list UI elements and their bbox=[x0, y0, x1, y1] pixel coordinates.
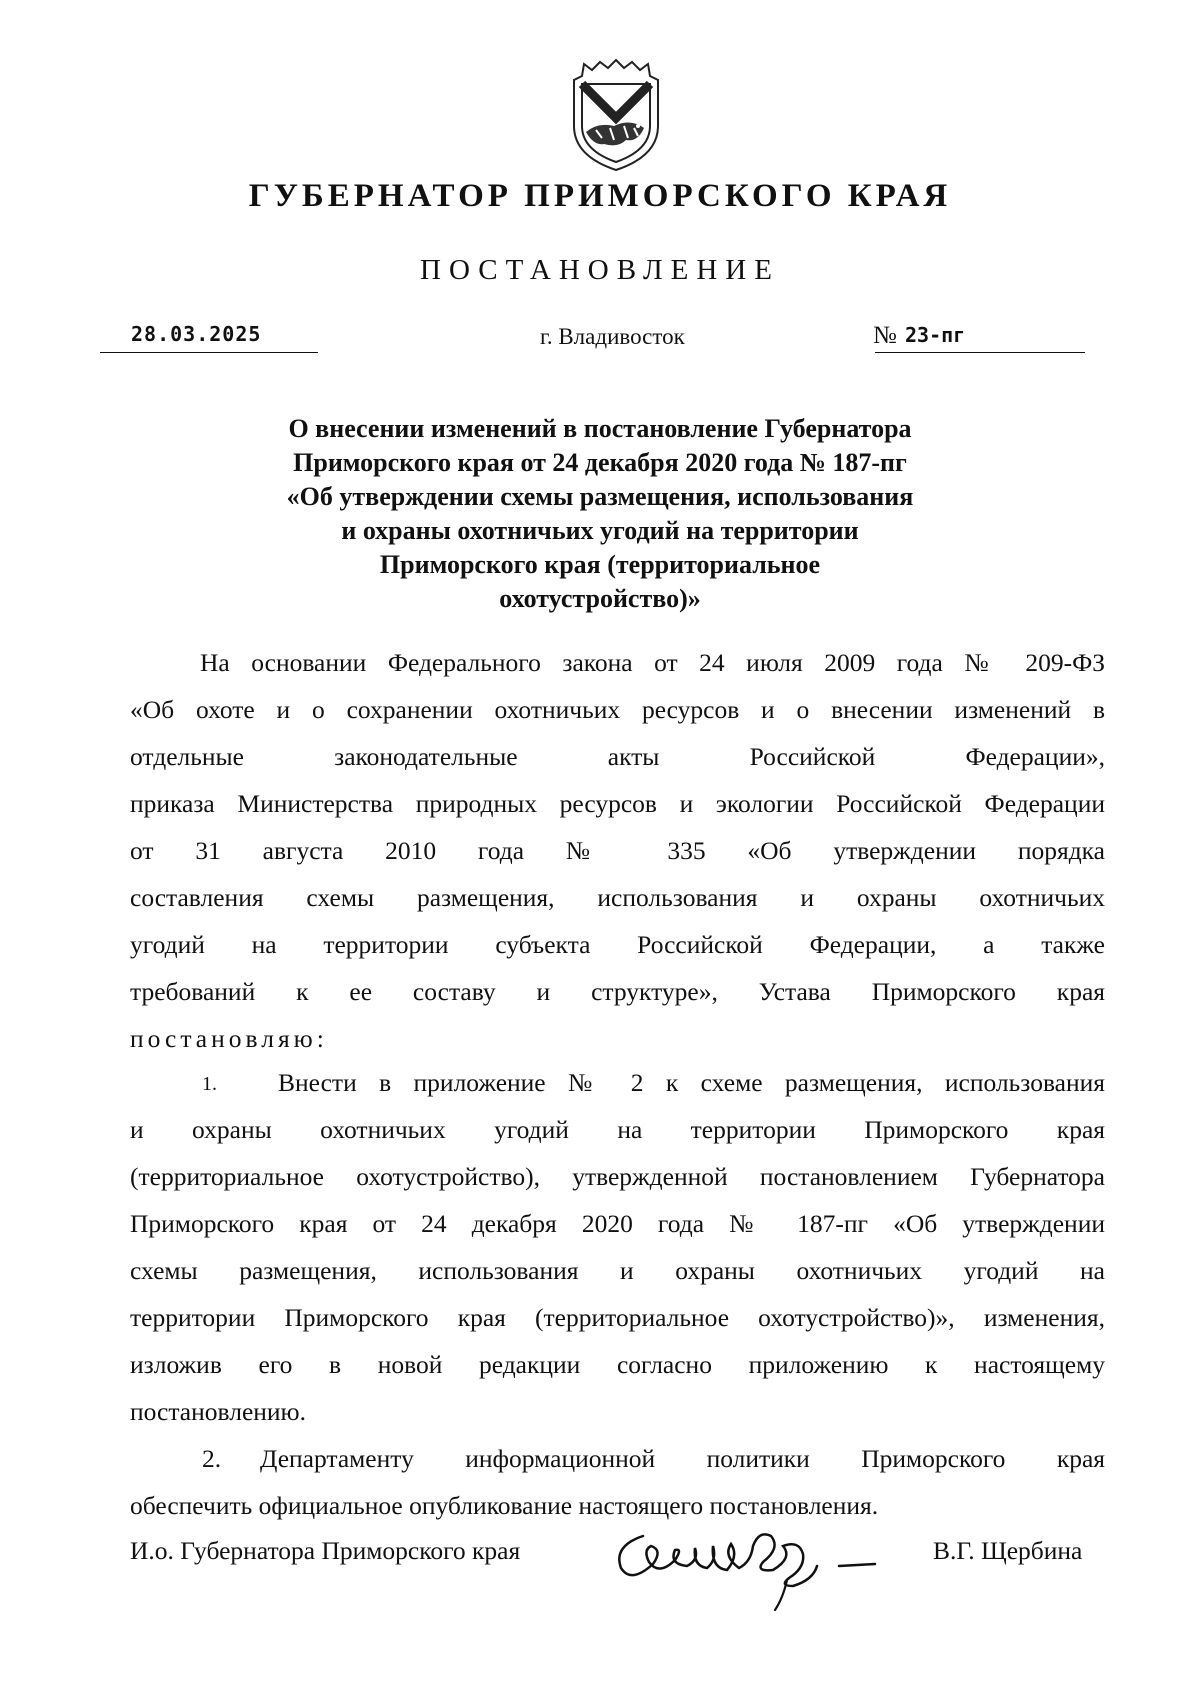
document-type: ПОСТАНОВЛЕНИЕ bbox=[420, 254, 780, 286]
preamble-line: «Об охоте и о сохранении охотничьих ресурсов и о внесении изменений в bbox=[130, 695, 1105, 724]
item-line: и охраны охотничьих угодий на территории Приморского края bbox=[130, 1115, 1105, 1144]
item-line: Внести в приложение № 2 к схеме размещения, использования bbox=[278, 1068, 1105, 1097]
date-underline bbox=[100, 352, 318, 353]
preamble-line: На основании Федерального закона от 24 июля 2009 года № 209-ФЗ bbox=[200, 648, 1105, 677]
issuing-authority: ГУБЕРНАТОР ПРИМОРСКОГО КРАЯ bbox=[248, 178, 952, 214]
number-underline bbox=[875, 352, 1085, 353]
preamble-line: от 31 августа 2010 года № 335 «Об утверждении порядка bbox=[130, 836, 1105, 865]
item-line: изложив его в новой редакции согласно приложению к настоящему bbox=[130, 1350, 1105, 1379]
title-line: «Об утверждении схемы размещения, использования bbox=[286, 482, 914, 511]
preamble-line: составления схемы размещения, использования и охраны охотничьих bbox=[130, 883, 1105, 912]
item-number: 1. bbox=[202, 1073, 217, 1095]
handwritten-signature bbox=[603, 1506, 903, 1616]
item-line: (территориальное охотустройство), утвержденной постановлением Губернатора bbox=[130, 1162, 1105, 1191]
item-line: Приморского края от 24 декабря 2020 года № 187-пг «Об утверждении bbox=[130, 1209, 1105, 1238]
number-sign: № bbox=[873, 322, 897, 349]
signatory-name: В.Г. Щербина bbox=[933, 1536, 1083, 1565]
title-line: Приморского края от 24 декабря 2020 года № 187-пг bbox=[293, 448, 907, 477]
item-line: Департаменту информационной политики Приморского края bbox=[260, 1444, 1105, 1473]
item-number: 2. bbox=[202, 1444, 222, 1473]
coat-of-arms-emblem bbox=[568, 56, 664, 174]
title-line: Приморского края (территориальное bbox=[379, 550, 821, 579]
item-line: территории Приморского края (территориальное охотустройство)», изменения, bbox=[130, 1303, 1105, 1332]
preamble-line: требований к ее составу и структуре», Устава Приморского края bbox=[130, 977, 1105, 1006]
document-date: 28.03.2025 bbox=[131, 322, 262, 346]
preamble-line: приказа Министерства природных ресурсов и экологии Российской Федерации bbox=[130, 789, 1105, 818]
document-city: г. Владивосток bbox=[540, 324, 685, 349]
document-title bbox=[200, 412, 1000, 616]
item-line: постановлению. bbox=[130, 1397, 306, 1426]
document-number: 23-пг bbox=[905, 323, 966, 347]
item-line: схемы размещения, использования и охраны охотничьих угодий на bbox=[130, 1256, 1105, 1285]
decree-word: постановляю: bbox=[130, 1024, 328, 1053]
title-line: охотустройство)» bbox=[499, 584, 701, 613]
title-line: О внесении изменений в постановление Губернатора bbox=[288, 414, 912, 443]
preamble-line: угодий на территории субъекта Российской Федерации, а также bbox=[130, 930, 1105, 959]
preamble-line: отдельные законодательные акты Российской Федерации», bbox=[130, 742, 1105, 771]
title-line: и охраны охотничьих угодий на территории bbox=[341, 516, 859, 545]
item-line: обеспечить официальное опубликование настоящего постановления. bbox=[130, 1491, 879, 1520]
signatory-position: И.о. Губернатора Приморского края bbox=[130, 1536, 521, 1565]
